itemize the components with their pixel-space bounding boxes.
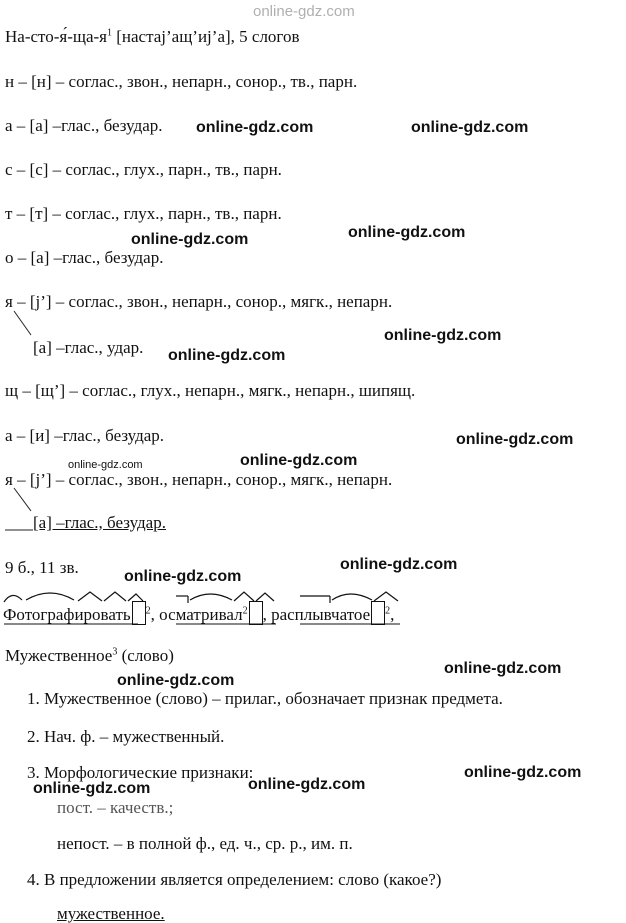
analysis-title-rest: (слово): [117, 646, 174, 665]
phonetic-line-a2: а – [и] –глас., безудар.: [5, 426, 165, 445]
watermark-small: online-gdz.com: [68, 459, 143, 471]
suffix-mark: [128, 594, 143, 601]
syllable-word: На-сто-я́-ща-я: [5, 27, 107, 46]
suffix-mark: [78, 592, 102, 601]
root-arc: [26, 593, 74, 600]
suffix-mark: [104, 592, 126, 601]
footnote-marker: 1: [107, 27, 112, 39]
morpheme-word-2: осматривал: [159, 605, 243, 624]
transcription: [настаj’ащ’иj’а], 5 слогов: [112, 27, 300, 46]
watermark: online-gdz.com: [340, 556, 458, 573]
footnote-marker: 2: [145, 605, 151, 617]
phonetic-line-ya1-vowel: [а] –глас., удар.: [33, 338, 144, 357]
analysis-item-4-line-2: мужественное.: [57, 904, 165, 923]
analysis-sub-1: пост. – качеств.;: [57, 798, 174, 817]
analysis-item-1: 1. Мужественное (слово) – прилаг., обозначает признак предмета.: [27, 689, 503, 708]
watermark: online-gdz.com: [464, 764, 582, 781]
watermark: online-gdz.com: [240, 452, 358, 469]
analysis-item-4-line-1: 4. В предложении является определением: слово (какое?): [27, 870, 442, 889]
watermark: online-gdz.com: [248, 776, 366, 793]
footnote-marker: 3: [112, 646, 118, 658]
separator: ,: [390, 605, 395, 624]
watermark: online-gdz.com: [411, 119, 529, 136]
phonetic-line-ya2: я – [j’] – соглас., звон., непарн., сонор., мягк., непарн.: [5, 470, 393, 489]
phonetic-line-n: н – [н] – соглас., звон., непарн., сонор., тв., парн.: [5, 72, 358, 91]
watermark: online-gdz.com: [117, 672, 235, 689]
phonetic-line-ya2-vowel: [а] –глас., безудар.: [33, 513, 166, 532]
suffix-mark: [234, 592, 254, 601]
morpheme-word-3: расплывчатое: [271, 605, 371, 624]
watermark: online-gdz.com: [196, 119, 314, 136]
root-arc: [4, 595, 22, 602]
analysis-item-2: 2. Нач. ф. – мужественный.: [27, 727, 225, 746]
separator: ,: [262, 605, 272, 624]
analysis-word: Мужественное: [5, 646, 113, 665]
analysis-sub-2: непост. – в полной ф., ед. ч., ср. р., им. п.: [57, 834, 353, 853]
phonetic-line-o: о – [а] –глас., безудар.: [5, 248, 164, 267]
root-arc: [332, 594, 372, 600]
summary-count: 9 б., 11 зв.: [5, 558, 79, 577]
phonetic-line-sch: щ – [щ’] – соглас., глух., непарн., мягк., непарн., шипящ.: [5, 381, 416, 400]
phonetic-line-t: т – [т] – соглас., глух., парн., тв., парн.: [5, 204, 282, 223]
suffix-mark: [374, 592, 398, 601]
separator: ,: [150, 605, 160, 624]
watermark: online-gdz.com: [33, 780, 151, 797]
morpheme-word-1: Фотографировать: [3, 605, 131, 624]
watermark: online-gdz.com: [456, 431, 574, 448]
watermark: online-gdz.com: [168, 347, 286, 364]
analysis-title: [5, 647, 174, 664]
phonetic-line-a1: а – [а] –глас., безудар.: [5, 116, 163, 135]
footnote-marker: 2: [242, 605, 248, 617]
watermark: online-gdz.com: [444, 660, 562, 677]
suffix-mark: [256, 593, 274, 601]
watermark: online-gdz.com: [131, 231, 249, 248]
watermark-top: online-gdz.com: [253, 3, 355, 20]
watermark: online-gdz.com: [384, 327, 502, 344]
phonetic-line-s: с – [с] – соглас., глух., парн., тв., парн.: [5, 160, 282, 179]
footnote-marker: 2: [385, 605, 391, 617]
phonetic-line-ya1: я – [j’] – соглас., звон., непарн., сонор., мягк., непарн.: [5, 292, 393, 311]
analysis-item-3: 3. Морфологические признаки:: [27, 763, 254, 782]
watermark: online-gdz.com: [348, 224, 466, 241]
root-arc: [190, 594, 232, 600]
watermark: online-gdz.com: [124, 568, 242, 585]
